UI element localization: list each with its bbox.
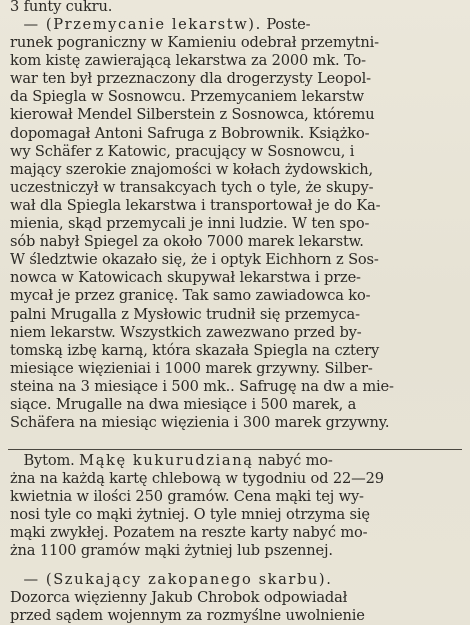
article-line: mąki zwykłej. Pozatem na reszte karty nabyć mo-: [10, 524, 368, 542]
article-buried-treasure: [10, 571, 460, 625]
article-line: żna na każdą kartę chlebową w tygodniu od 22—29: [10, 470, 384, 488]
article-first-line-text: nabyć mo-: [253, 452, 333, 469]
article-dateline: Bytom.: [23, 452, 75, 469]
article-headline: — (Przemycanie lekarstw).: [23, 16, 262, 33]
column-divider-rule: [8, 449, 462, 450]
article-line: tomską izbę karną, która skazała Spiegla na cztery: [10, 341, 380, 359]
previous-article-fragment: [10, 0, 460, 16]
article-line: miesiące więzieniai i 1000 marek grzywny. Silber-: [10, 359, 373, 377]
article-line: mający szerokie znajomości w kołach żydowskich,: [10, 160, 373, 178]
article-line: siące. Mrugalle na dwa miesiące i 500 marek, a: [10, 395, 357, 413]
article-headline: Mąkę kukurudzianą: [79, 452, 254, 469]
article-line: niem lekarstw. Wszystkich zawezwano przed by-: [10, 323, 362, 341]
article-first-line: [10, 452, 460, 470]
article-first-line: [10, 571, 460, 589]
article-first-line: [10, 16, 460, 34]
article-smuggling-medicines: [10, 16, 460, 432]
article-headline: — (Szukający zakopanego skarbu).: [23, 571, 333, 588]
article-line: Schäfera na miesiąc więzienia i 300 marek grzywny.: [10, 414, 390, 432]
article-line: war ten był przeznaczony dla drogerzysty Leopol-: [10, 70, 371, 88]
article-line: nowca w Katowicach skupywał lekarstwa i prze-: [10, 269, 361, 287]
article-line: sób nabył Spiegel za około 7000 marek lekarstw.: [10, 233, 364, 251]
article-line: steina na 3 miesiące i 500 mk.. Safrugę na dw a mie-: [10, 377, 394, 395]
article-line: wał dla Spiegla lekarstwa i transportował je do Ka-: [10, 196, 381, 214]
article-line: mycał je przez granicę. Tak samo zawiadowca ko-: [10, 287, 371, 305]
article-line: kom kistę zawierającą lekarstwa za 2000 mk. To-: [10, 52, 366, 70]
article-line: runek pograniczny w Kamieniu odebrał przemytni-: [10, 34, 379, 52]
article-line: Dozorca więzienny Jakub Chrobok odpowiadał: [10, 589, 348, 607]
article-line: żna 1100 gramów mąki żytniej lub pszennej.: [10, 542, 333, 560]
article-line: kierował Mendel Silberstein z Sosnowca, któremu: [10, 106, 375, 124]
article-bytom-cornflour: [10, 452, 460, 561]
article-line: dopomagał Antoni Safruga z Bobrownik. Książko-: [10, 124, 370, 142]
article-line: nosi tyle co mąki żytniej. O tyle mniej otrzyma się: [10, 506, 370, 524]
article-line: W śledztwie okazało się, że i optyk Eichhorn z Sos-: [10, 251, 379, 269]
article-line: mienia, skąd przemycali je inni ludzie. W ten spo-: [10, 215, 370, 233]
article-line: palni Mrugalla z Mysłowic trudnił się przemyca-: [10, 305, 360, 323]
article-line: przed sądem wojennym za rozmyślne uwolnienie: [10, 607, 365, 625]
article-first-line-text: Poste-: [261, 16, 311, 33]
article-line: wy Schäfer z Katowic, pracujący w Sosnowcu, i: [10, 142, 355, 160]
article-line: uczestniczył w transakcyach tych o tyle, że skupy-: [10, 178, 374, 196]
article-line: da Spiegla w Sosnowcu. Przemycaniem lekarstw: [10, 88, 364, 106]
article-line: kwietnia w ilości 250 gramów. Cena mąki tej wy-: [10, 488, 364, 506]
fragment-line: 3 funty cukru.: [10, 0, 113, 15]
